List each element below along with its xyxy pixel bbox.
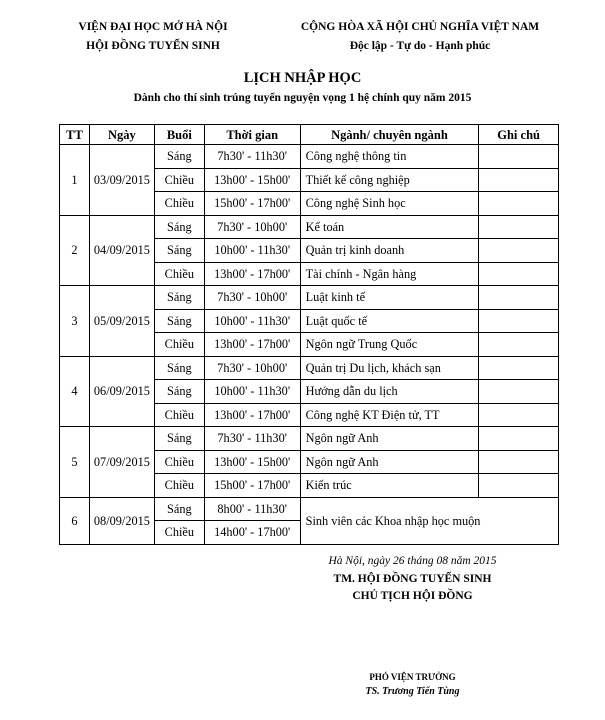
motto: Độc lập - Tự do - Hạnh phúc xyxy=(349,40,491,52)
row-note xyxy=(479,380,559,404)
row-time: 14h00' - 17h00' xyxy=(204,521,300,545)
row-session: Chiều xyxy=(154,168,204,192)
row-session: Sáng xyxy=(154,239,204,263)
row-note xyxy=(479,309,559,333)
schedule-table xyxy=(59,124,559,545)
row-time: 13h00' - 15h00' xyxy=(204,168,300,192)
row-time: 7h30' - 11h30' xyxy=(204,145,300,169)
row-number: 2 xyxy=(60,215,90,286)
row-number: 5 xyxy=(60,427,90,498)
row-session: Sáng xyxy=(154,145,204,169)
row-time: 7h30' - 10h00' xyxy=(204,356,300,380)
row-session: Sáng xyxy=(154,427,204,451)
row-session: Chiều xyxy=(154,450,204,474)
row-note xyxy=(479,356,559,380)
row-date: 05/09/2015 xyxy=(89,286,154,357)
row-time: 15h00' - 17h00' xyxy=(204,474,300,498)
col-header-date: Ngày xyxy=(89,125,154,145)
row-major: Quản trị kinh doanh xyxy=(300,239,479,263)
row-session: Chiều xyxy=(154,403,204,427)
row-time: 13h00' - 17h00' xyxy=(204,262,300,286)
row-session: Chiều xyxy=(154,333,204,357)
row-major: Công nghệ KT Điện tử, TT xyxy=(300,403,479,427)
col-header-session: Buổi xyxy=(154,125,204,145)
row-major: Quản trị Du lịch, khách sạn xyxy=(300,356,479,380)
row-major: Kiến trúc xyxy=(300,474,479,498)
row-session: Sáng xyxy=(154,497,204,521)
row-note xyxy=(479,474,559,498)
row-major: Luật quốc tế xyxy=(300,309,479,333)
row-session: Chiều xyxy=(154,192,204,216)
row-note xyxy=(479,215,559,239)
row-date: 07/09/2015 xyxy=(89,427,154,498)
signing-organization: TM. HỘI ĐỒNG TUYỂN SINH xyxy=(333,573,492,585)
signing-role: CHỦ TỊCH HỘI ĐỒNG xyxy=(352,590,473,602)
row-time: 10h00' - 11h30' xyxy=(204,239,300,263)
row-major: Công nghệ Sinh học xyxy=(300,192,479,216)
place-date: Hà Nội, ngày 26 tháng 08 năm 2015 xyxy=(328,555,497,567)
row-number: 3 xyxy=(60,286,90,357)
row-major: Tài chính - Ngân hàng xyxy=(300,262,479,286)
document-subtitle: Dành cho thí sinh trúng tuyển nguyện vọng 1 hệ chính quy năm 2015 xyxy=(133,92,472,104)
row-session: Sáng xyxy=(154,215,204,239)
col-header-tt: TT xyxy=(60,125,90,145)
row-major: Hướng dẫn du lịch xyxy=(300,380,479,404)
row-time: 15h00' - 17h00' xyxy=(204,192,300,216)
row-note xyxy=(479,333,559,357)
document-title: LỊCH NHẬP HỌC xyxy=(243,70,362,86)
row-session: Sáng xyxy=(154,356,204,380)
table-row xyxy=(60,356,559,380)
col-header-major: Ngành/ chuyên ngành xyxy=(300,125,479,145)
row-session: Chiều xyxy=(154,474,204,498)
row-time: 13h00' - 15h00' xyxy=(204,450,300,474)
row-major: Luật kinh tế xyxy=(300,286,479,310)
row-major: Kế toán xyxy=(300,215,479,239)
row-major: Ngôn ngữ Trung Quốc xyxy=(300,333,479,357)
row-date: 04/09/2015 xyxy=(89,215,154,286)
row-time: 10h00' - 11h30' xyxy=(204,380,300,404)
table-row xyxy=(60,145,559,169)
issuer-council: HỘI ĐỒNG TUYỂN SINH xyxy=(86,40,220,52)
row-session: Sáng xyxy=(154,309,204,333)
row-time: 13h00' - 17h00' xyxy=(204,333,300,357)
row-number: 6 xyxy=(60,497,90,544)
col-header-note: Ghi chú xyxy=(479,125,559,145)
row-date: 08/09/2015 xyxy=(89,497,154,544)
row-note xyxy=(479,403,559,427)
row-major: Ngôn ngữ Anh xyxy=(300,427,479,451)
table-row xyxy=(60,215,559,239)
row-note xyxy=(479,145,559,169)
signer-name: TS. Trương Tiến Tùng xyxy=(365,686,460,697)
row-note xyxy=(479,262,559,286)
row-time: 8h00' - 11h30' xyxy=(204,497,300,521)
table-row xyxy=(60,427,559,451)
row-note xyxy=(479,192,559,216)
national-motto-block xyxy=(290,18,550,56)
row-date: 06/09/2015 xyxy=(89,356,154,427)
row-major: Thiết kế công nghiệp xyxy=(300,168,479,192)
signer-title: PHÓ VIỆN TRƯỞNG xyxy=(369,672,456,682)
row-major-merged: Sinh viên các Khoa nhập học muộn xyxy=(300,497,558,544)
table-row xyxy=(60,497,559,521)
issuer-name: VIỆN ĐẠI HỌC MỞ HÀ NỘI xyxy=(78,21,228,33)
row-time: 10h00' - 11h30' xyxy=(204,309,300,333)
row-session: Sáng xyxy=(154,380,204,404)
row-note xyxy=(479,286,559,310)
row-note xyxy=(479,427,559,451)
row-date: 03/09/2015 xyxy=(89,145,154,216)
row-number: 4 xyxy=(60,356,90,427)
row-note xyxy=(479,168,559,192)
row-note xyxy=(479,450,559,474)
row-session: Chiều xyxy=(154,521,204,545)
row-note xyxy=(479,239,559,263)
row-session: Chiều xyxy=(154,262,204,286)
row-session: Sáng xyxy=(154,286,204,310)
nation-name: CỘNG HÒA XÃ HỘI CHỦ NGHĨA VIỆT NAM xyxy=(300,21,540,33)
row-time: 7h30' - 11h30' xyxy=(204,427,300,451)
row-major: Ngôn ngữ Anh xyxy=(300,450,479,474)
col-header-time: Thời gian xyxy=(204,125,300,145)
table-row xyxy=(60,286,559,310)
row-major: Công nghệ thông tin xyxy=(300,145,479,169)
table-header-row xyxy=(60,125,559,145)
row-time: 7h30' - 10h00' xyxy=(204,215,300,239)
issuer-block xyxy=(58,18,248,56)
row-time: 13h00' - 17h00' xyxy=(204,403,300,427)
row-number: 1 xyxy=(60,145,90,216)
row-time: 7h30' - 10h00' xyxy=(204,286,300,310)
